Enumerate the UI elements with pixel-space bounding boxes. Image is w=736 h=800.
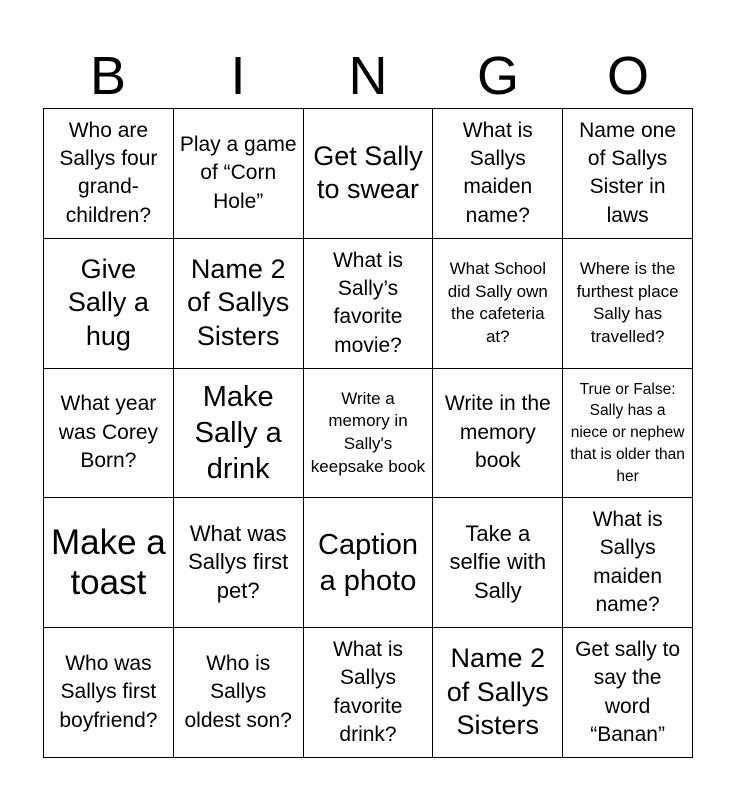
bingo-cell-text: Play a game of “Corn Hole” — [179, 132, 297, 213]
bingo-cell-r3-c3[interactable] — [304, 369, 434, 499]
header-letter-n: N — [348, 46, 388, 106]
bingo-cell-r2-c1[interactable] — [44, 239, 174, 369]
bingo-cell-text: Name 2 of Sallys Sisters — [446, 642, 549, 741]
bingo-cell-r3-c4[interactable] — [433, 369, 563, 499]
bingo-cell-text: What School did Sally own the cafeteria at? — [447, 258, 548, 346]
bingo-cell-text: Name 2 of Sallys Sisters — [187, 253, 290, 352]
bingo-cell-text: Get Sally to swear — [313, 140, 423, 205]
bingo-cell-text: Who is Sallys oldest son? — [184, 652, 292, 732]
bingo-cell-r2-c5[interactable] — [563, 239, 693, 369]
bingo-cell-r5-c3[interactable] — [304, 628, 434, 758]
header-letter-g: G — [476, 46, 519, 106]
bingo-cell-r4-c2[interactable] — [174, 498, 304, 628]
bingo-cell-text: What year was Corey Born? — [58, 392, 158, 473]
bingo-header — [43, 44, 693, 108]
bingo-cell-r2-c2[interactable] — [174, 239, 304, 369]
bingo-board — [43, 108, 693, 758]
bingo-cell-r1-c1[interactable] — [44, 109, 174, 239]
bingo-cell-text: Write in the memory book — [444, 392, 551, 473]
header-letter-i: I — [230, 46, 246, 106]
header-letter-o: O — [606, 46, 649, 106]
bingo-cell-text: Who was Sallys first boyfriend? — [59, 652, 158, 732]
bingo-cell-text: What is Sally’s favorite movie? — [332, 248, 403, 357]
bingo-cell-r3-c5[interactable] — [563, 369, 693, 499]
bingo-cell-r1-c4[interactable] — [433, 109, 563, 239]
bingo-cell-text: Get sally to say the word “Banan” — [575, 637, 681, 746]
bingo-cell-r5-c5[interactable] — [563, 628, 693, 758]
bingo-cell-text: Make a toast — [51, 522, 166, 602]
bingo-cell-text: What is Sallys maiden name? — [462, 118, 533, 227]
bingo-cell-text: What is Sallys favorite drink? — [332, 637, 403, 746]
bingo-cell-r1-c5[interactable] — [563, 109, 693, 239]
bingo-cell-text: Who are Sallys four grand-children? — [59, 118, 158, 227]
bingo-cell-text: Take a selfie with Sally — [449, 520, 547, 604]
bingo-cell-r5-c4[interactable] — [433, 628, 563, 758]
bingo-cell-text: True or False: Sally has a niece or nephew that is older than her — [570, 380, 685, 485]
bingo-cell-r1-c3[interactable] — [304, 109, 434, 239]
bingo-cell-r4-c4[interactable] — [433, 498, 563, 628]
bingo-cell-text: What was Sallys first pet? — [188, 520, 289, 604]
header-letter-b: B — [89, 46, 127, 106]
bingo-cell-r5-c1[interactable] — [44, 628, 174, 758]
bingo-cell-r2-c3[interactable] — [304, 239, 434, 369]
bingo-cell-text: Caption a photo — [318, 528, 418, 597]
bingo-cell-text: What is Sallys maiden name? — [592, 508, 663, 617]
bingo-cell-text: Make Sally a drink — [194, 380, 282, 486]
bingo-cell-r1-c2[interactable] — [174, 109, 304, 239]
bingo-cell-r4-c5[interactable] — [563, 498, 693, 628]
bingo-cell-text: Write a memory in Sally's keepsake book — [310, 388, 426, 476]
bingo-cell-text: Name one of Sallys Sister in laws — [579, 118, 677, 227]
bingo-cell-r4-c3[interactable] — [304, 498, 434, 628]
bingo-cell-r3-c1[interactable] — [44, 369, 174, 499]
bingo-cell-text: Give Sally a hug — [67, 253, 149, 352]
bingo-cell-r5-c2[interactable] — [174, 628, 304, 758]
bingo-cell-r3-c2[interactable] — [174, 369, 304, 499]
bingo-cell-r2-c4[interactable] — [433, 239, 563, 369]
bingo-cell-r4-c1[interactable] — [44, 498, 174, 628]
bingo-cell-text: Where is the furthest place Sally has travelled? — [576, 258, 679, 346]
